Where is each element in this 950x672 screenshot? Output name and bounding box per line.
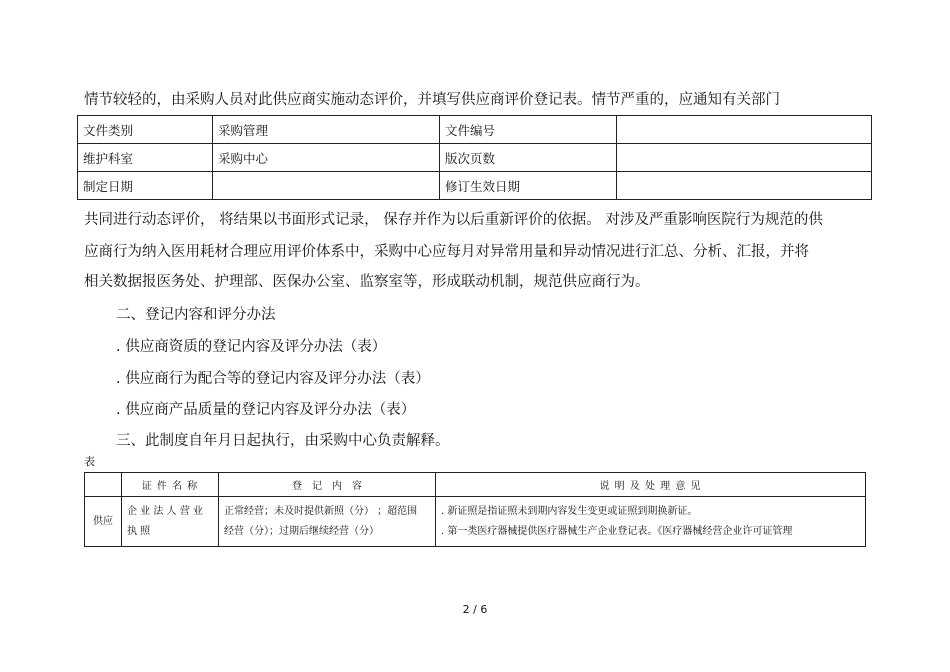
intro-line: 情节较轻的，由采购人员对此供应商实施动态评价，并填写供应商评价登记表。情节严重的，应通知有关部门: [84, 92, 780, 108]
header-cell: 说 明 及 处 理 意 见: [436, 473, 866, 497]
explanation-line: . 新证照是指证照未到期内容发生变更或证照到期换新证。: [441, 505, 698, 517]
cell-label: 文件类别: [78, 116, 213, 144]
section-heading: 三、此制度自年月日起执行，由采购中心负责解释。: [116, 433, 450, 449]
category-cell: 供应: [85, 497, 122, 547]
cell-label: 版次页数: [440, 144, 617, 172]
register-content-cell: [219, 497, 436, 547]
list-item: . 供应商产品质量的登记内容及评分办法（表）: [116, 402, 416, 418]
cell-value: [617, 116, 872, 144]
table-header-row: [85, 473, 866, 497]
list-item: . 供应商资质的登记内容及评分办法（表）: [116, 339, 387, 355]
table-row: [78, 116, 872, 144]
header-table: [77, 115, 872, 200]
body-line: 相关数据报医务处、护理部、医保办公室、监察室等，形成联动机制，规范供应商行为。: [84, 274, 650, 290]
header-cell: [85, 473, 122, 497]
cell-value: 采购中心: [213, 144, 440, 172]
header-cell: 登 记 内 容: [219, 473, 436, 497]
cell-label: 修订生效日期: [440, 172, 617, 200]
explanation-line: . 第一类医疗器械提供医疗器械生产企业登记表。《医疗器械经营企业许可证管理: [441, 525, 793, 537]
explanation-cell: [436, 497, 866, 547]
list-item: . 供应商行为配合等的登记内容及评分办法（表）: [116, 371, 430, 387]
cell-label: 维护科室: [78, 144, 213, 172]
table-row: [78, 144, 872, 172]
cell-label: 文件编号: [440, 116, 617, 144]
header-cell: 证 件 名 称: [122, 473, 219, 497]
table-row: [78, 172, 872, 200]
table-label: 表: [84, 455, 95, 468]
cell-value: [617, 172, 872, 200]
cell-value: 采购管理: [213, 116, 440, 144]
cell-label: 制定日期: [78, 172, 213, 200]
body-line: 应商行为纳入医用耗材合理应用评价体系中，采购中心应每月对异常用量和异动情况进行汇总、分析、汇报，并将: [84, 244, 809, 260]
body-line: 共同进行动态评价， 将结果以书面形式记录， 保存并作为以后重新评价的依据。 对涉及严重影响医院行为规范的供: [84, 212, 823, 228]
cell-value: [617, 144, 872, 172]
register-content-line: 正常经营；未及时提供新照（分） ；超范围: [224, 505, 418, 517]
cell-value: [213, 172, 440, 200]
page-number: 2 / 6: [462, 603, 488, 616]
certificate-name-cell: 企 业 法 人 营 业 执 照: [122, 497, 219, 547]
register-content-line: 经营（分）；过期后继续经营（分）: [224, 525, 379, 537]
section-heading: 二、登记内容和评分办法: [116, 307, 276, 323]
score-table: [84, 472, 866, 547]
table-row: [85, 497, 866, 547]
